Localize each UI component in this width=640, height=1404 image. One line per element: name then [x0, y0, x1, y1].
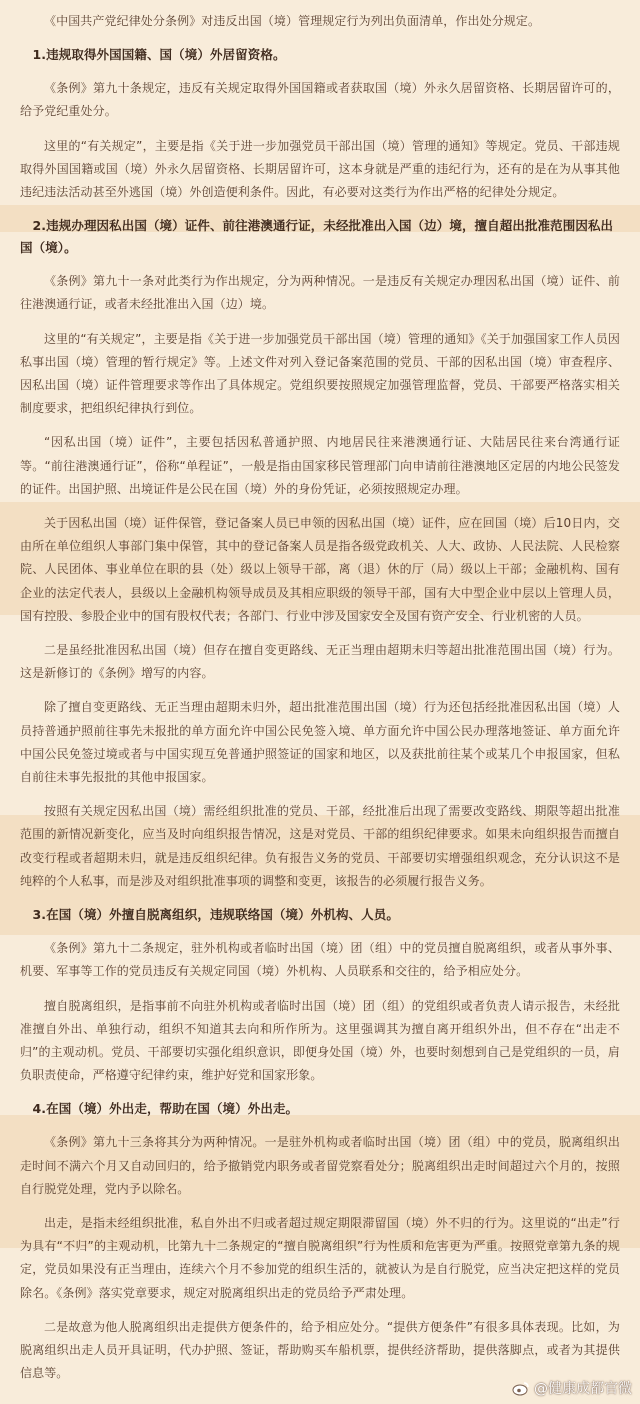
paragraph: 关于因私出国（境）证件保管，登记备案人员已申领的因私出国（境）证件，应在回国（境）后10日内，交由所在单位组织人事部门集中保管，其中的登记备案人员是指各级党政机关、人大、政协、人民法院、人民检察院、人民团体、事业单位在职的县（处）级以上领导干部，离（退）休的厅（局）级以上干部；金融机构、国有企业的法定代表人，县级以上金融机构领导成员及其相应职级的领导干部，国有大中型企业中层以上管理人员，国有控股、参股企业中的国有股权代表；各部门、行业中涉及国家安全及国有资产安全、行业机密的人员。: [20, 516, 620, 623]
paragraph: 《条例》第九十一条对此类行为作出规定，分为两种情况。一是违反有关规定办理因私出国（境）证件、前往港澳通行证，或者未经批准出入国（边）境。: [20, 274, 620, 312]
paragraph: 这里的“有关规定”，主要是指《关于进一步加强党员干部出国（境）管理的通知》等规定。党员、干部违规取得外国国籍或国（境）外永久居留资格、长期居留许可，这本身就是严重的违纪行为，还有的是在为从事其他违纪违法活动甚至外逃国（境）外创造便利条件。因此，有必要对这类行为作出严格的纪律处分规定。: [20, 138, 620, 200]
paragraph: 这里的“有关规定”，主要是指《关于进一步加强党员干部出国（境）管理的通知》《关于加强国家工作人员因私事出国（境）管理的暂行规定》等。上述文件对列入登记备案范围的党员、干部的因私出国（境）审查程序、因私出国（境）证件管理要求等作出了具体规定。党组织要按照规定加强管理监督，党员、干部要严格落实相关制度要求，把组织纪律执行到位。: [20, 331, 620, 416]
section-heading: 1.违规取得外国国籍、国（境）外居留资格。: [32, 47, 286, 63]
article-body: [20, 10, 620, 1396]
paragraph: 《条例》第九十二条规定，驻外机构或者临时出国（境）团（组）中的党员擅自脱离组织，或者从事外事、机要、军事等工作的党员违反有关规定同国（境）外机构、人员联系和交往的，给予相应处分。: [20, 941, 620, 979]
weibo-icon: [512, 1381, 530, 1396]
paragraph: “因私出国（境）证件”，主要包括因私普通护照、内地居民往来港澳通行证、大陆居民往来台湾通行证等。“前往港澳通行证”，俗称“单程证”，一般是指由国家移民管理部门向申请前往港澳地区定居的内地公民签发的证件。出国护照、出境证件是公民在国（境）外的身份凭证，必须按照规定办理。: [20, 435, 620, 496]
paragraph: 出走，是指未经组织批准，私自外出不归或者超过规定期限滞留国（境）外不归的行为。这里说的“出走”行为具有“不归”的主观动机，比第九十二条规定的“擅自脱离组织”行为性质和危害更为严重。按照党章第九条的规定，党员如果没有正当理由，连续六个月不参加党的组织生活的，就被认为是自行脱党，应当决定把这样的党员除名。《条例》落实党章要求，规定对脱离组织出走的党员给予严肃处理。: [20, 1215, 620, 1300]
paragraph: 擅自脱离组织，是指事前不向驻外机构或者临时出国（境）团（组）的党组织或者负责人请示报告，未经批准擅自外出、单独行动，组织不知道其去向和所作所为。这里强调其为擅自离开组织外出，但不存在“出走不归”的主观动机。党员、干部要切实强化组织意识，即便身处国（境）外，也要时刻想到自己是党组织的一员，肩负职责使命，严格遵守纪律约束，维护好党和国家形象。: [20, 998, 620, 1083]
paragraph: 《条例》第九十条规定，违反有关规定取得外国国籍或者获取国（境）外永久居留资格、长期居留许可的，给予党纪重处分。: [20, 81, 620, 119]
paragraph: 《条例》第九十三条将其分为两种情况。一是驻外机构或者临时出国（境）团（组）中的党员，脱离组织出走时间不满六个月又自动回归的，给予撤销党内职务或者留党察看处分；脱离组织出走时间超过六个月的，按照自行脱党处理，党内予以除名。: [20, 1135, 620, 1196]
paragraph: 《中国共产党纪律处分条例》对违反出国（境）管理规定行为列出负面清单，作出处分规定。: [44, 14, 541, 28]
paragraph: 二是虽经批准因私出国（境）但存在擅自变更路线、无正当理由超期未归等超出批准范围出国（境）行为。这是新修订的《条例》增写的内容。: [20, 643, 620, 681]
paragraph: 二是故意为他人脱离组织出走提供方便条件的，给予相应处分。“提供方便条件”有很多具体表现。比如，为脱离组织出走人员开具证明，代办护照、签证，帮助购买车船机票，提供经济帮助，提供落脚点，或者为其提供信息等。: [20, 1319, 620, 1381]
watermark: [512, 1378, 632, 1398]
paragraph: 除了擅自变更路线、无正当理由超期未归外，超出批准范围出国（境）行为还包括经批准因私出国（境）人员持普通护照前往事先未报批的单方面允许中国公民免签入境、单方面允许中国公民办理落地签证、单方面允许中国公民免签过境或者与中国实现互免普通护照签证的国家和地区，以及获批前往某个或某几个申报国家，但私自前往未事先报批的其他申报国家。: [20, 700, 620, 785]
watermark-text: @健康成都官微: [534, 1381, 632, 1397]
section-heading: 3.在国（境）外擅自脱离组织，违规联络国（境）外机构、人员。: [32, 907, 399, 923]
section-heading: 2.违规办理因私出国（境）证件、前往港澳通行证，未经批准出入国（边）境，擅自超出批准范围因私出国（境）。: [20, 218, 614, 256]
section-heading: 4.在国（境）外出走，帮助在国（境）外出走。: [32, 1101, 299, 1117]
paragraph: 按照有关规定因私出国（境）需经组织批准的党员、干部，经批准后出现了需要改变路线、期限等超出批准范围的新情况新变化，应当及时向组织报告情况，这是对党员、干部的组织纪律要求。如果未向组织报告而擅自改变行程或者超期未归，就是违反组织纪律。负有报告义务的党员、干部要切实增强组织观念，充分认识这不是纯粹的个人私事，而是涉及对组织批准事项的调整和变更，该报告的必须履行报告义务。: [20, 804, 620, 888]
